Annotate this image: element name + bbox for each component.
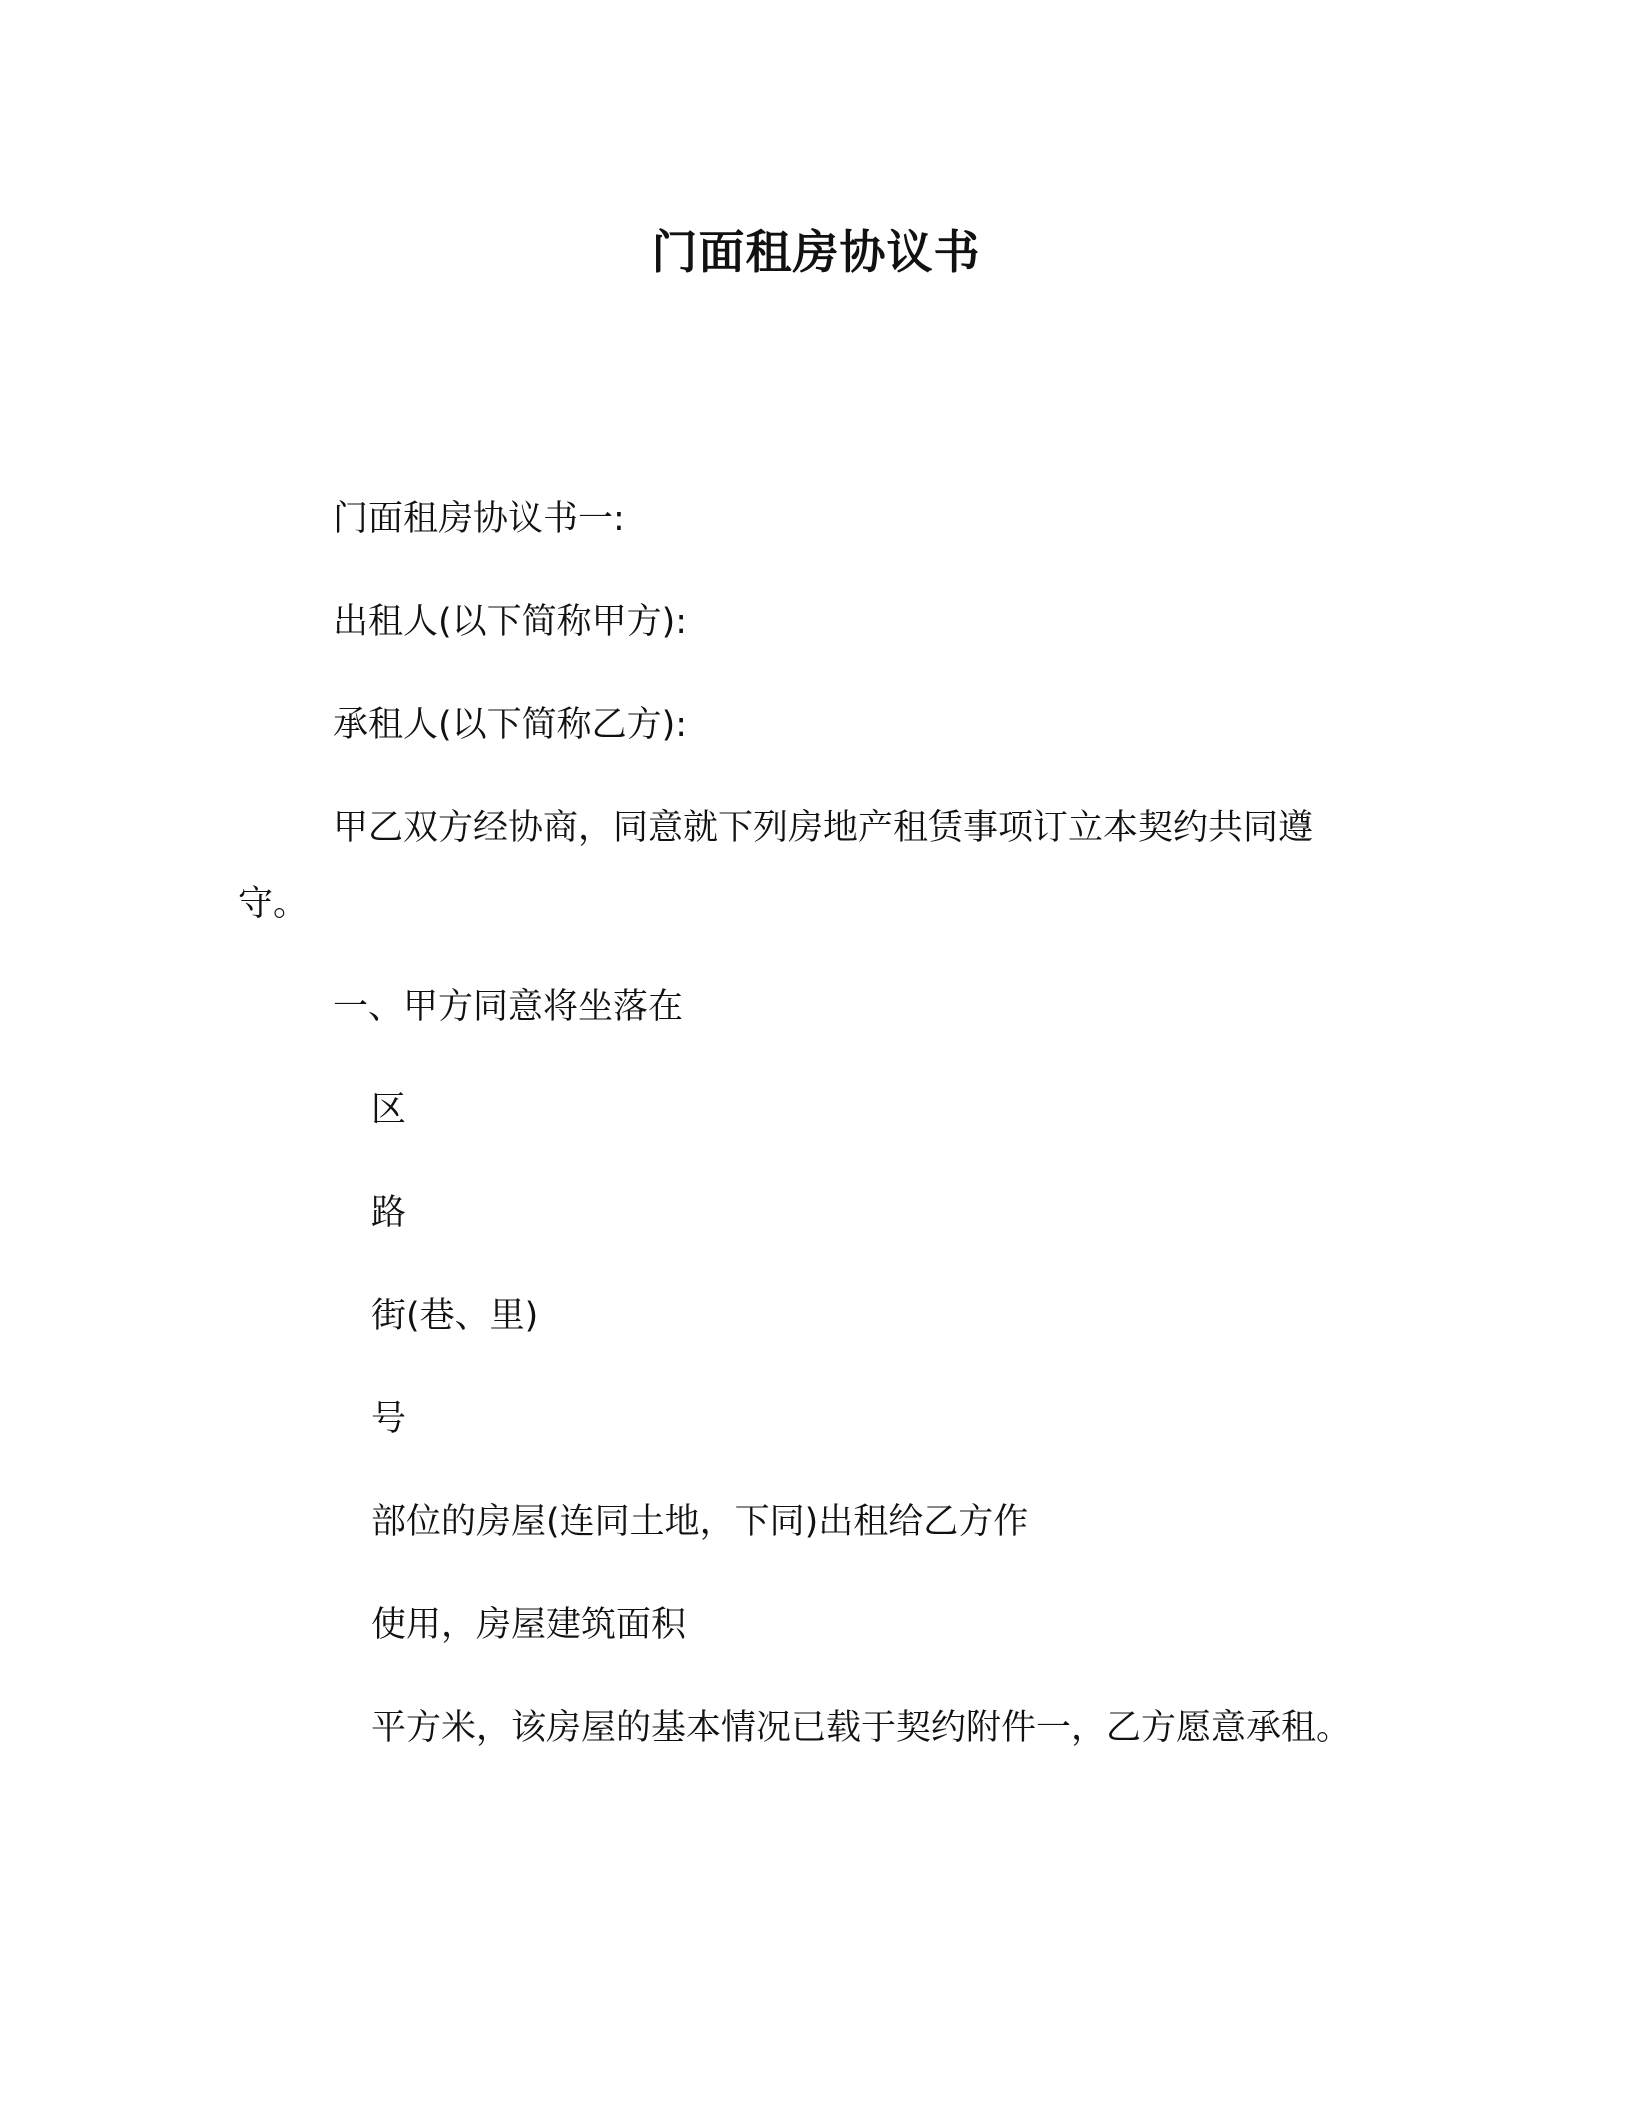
agreement-intro-line: 甲乙双方经协商，同意就下列房地产租赁事项订立本契约共同遵 bbox=[333, 808, 1314, 848]
agreement-subtitle: 门面租房协议书一: bbox=[333, 499, 625, 539]
street-line: 街(巷、里) bbox=[371, 1296, 539, 1336]
district-line: 区 bbox=[371, 1090, 407, 1130]
clause-one-heading: 一、甲方同意将坐落在 bbox=[333, 987, 684, 1027]
premises-line: 部位的房屋(连同土地，下同)出租给乙方作 bbox=[371, 1502, 1029, 1542]
lessor-line: 出租人(以下简称甲方): bbox=[333, 602, 688, 642]
number-line: 号 bbox=[371, 1399, 407, 1439]
square-meter-line: 平方米，该房屋的基本情况已载于契约附件一，乙方愿意承租。 bbox=[371, 1708, 1352, 1748]
lessee-line: 承租人(以下简称乙方): bbox=[333, 705, 688, 745]
document-title: 门面租房协议书 bbox=[651, 225, 981, 279]
road-line: 路 bbox=[371, 1193, 407, 1233]
agreement-intro-continuation: 守。 bbox=[238, 884, 309, 924]
area-line: 使用，房屋建筑面积 bbox=[371, 1605, 687, 1645]
